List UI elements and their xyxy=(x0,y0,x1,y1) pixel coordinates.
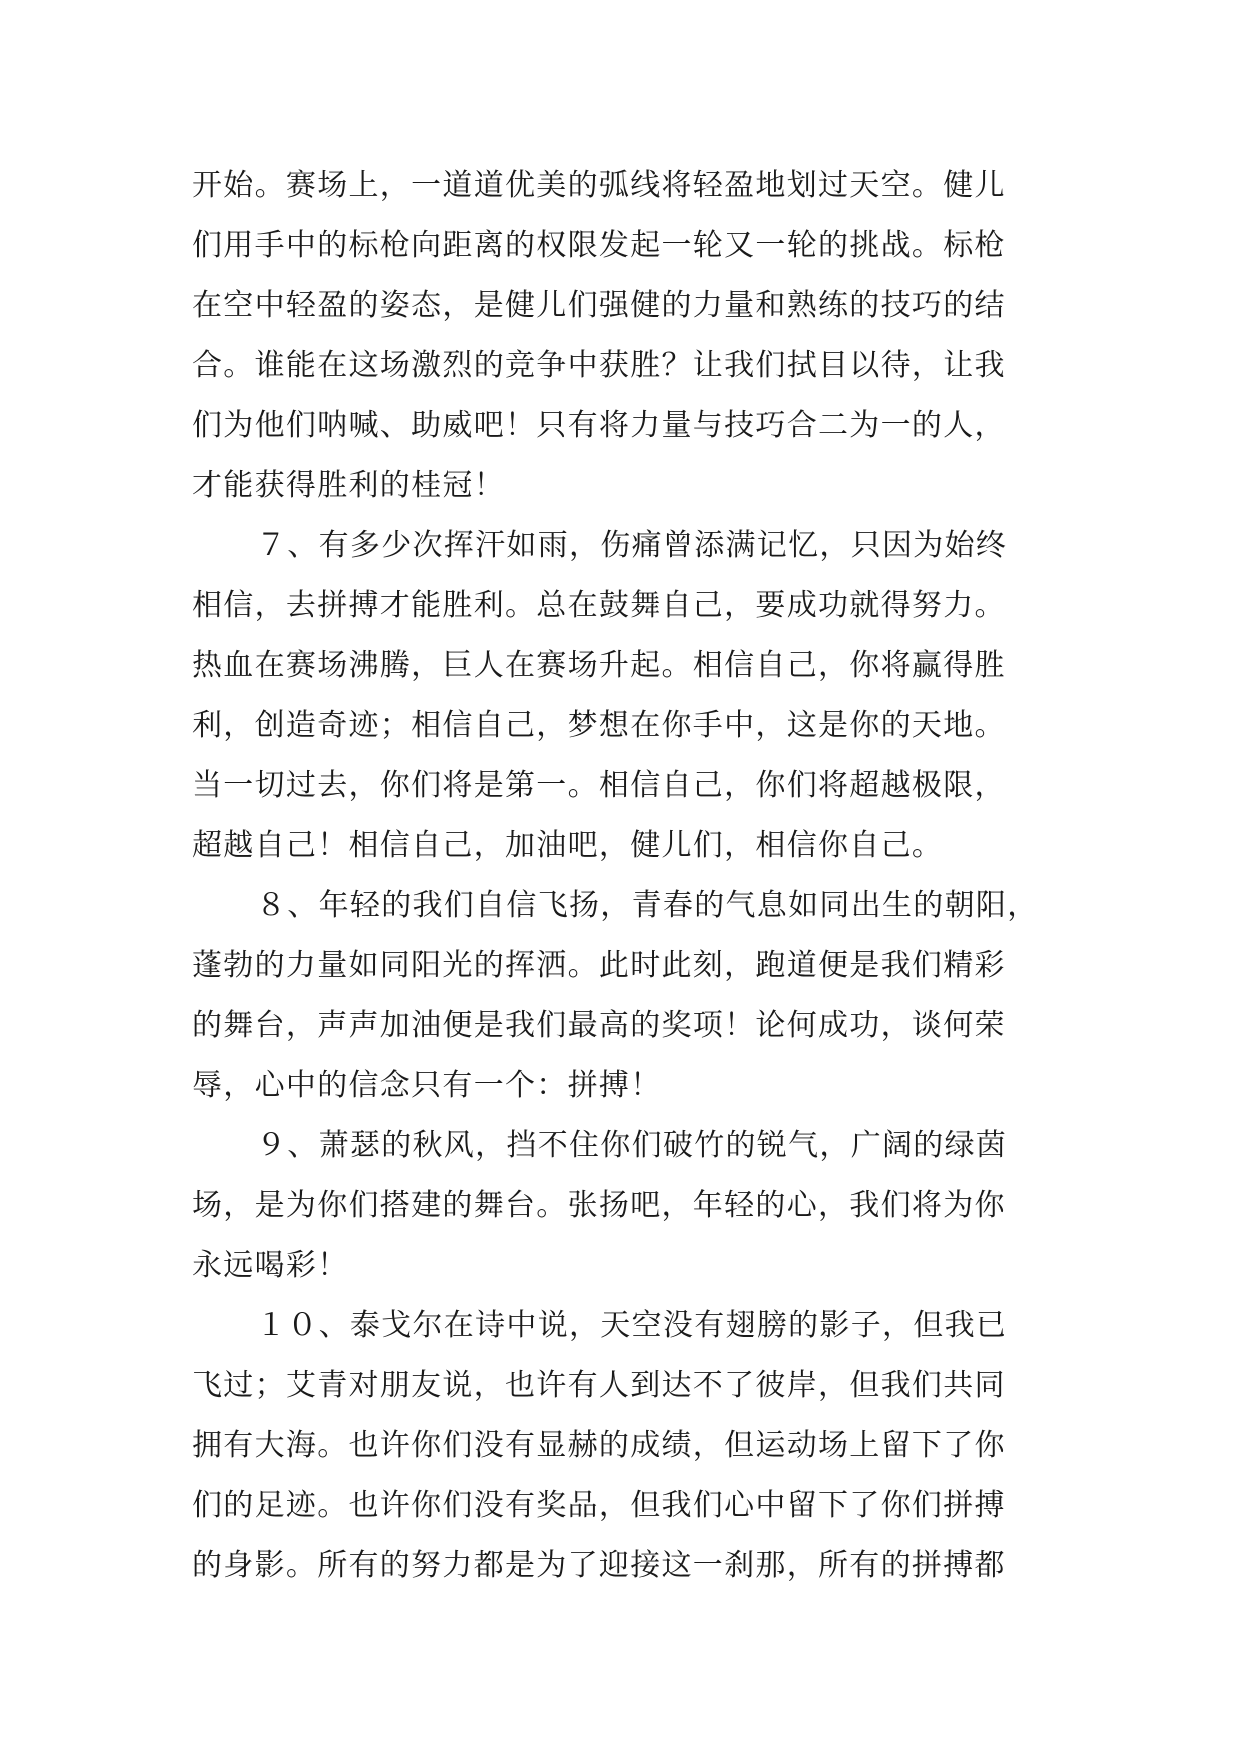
text-line: 永远喝彩！ xyxy=(192,1248,349,1283)
paragraph-7 xyxy=(192,516,1057,876)
paragraph-8 xyxy=(192,876,1057,1116)
text-line: 的舞台，声声加油便是我们最高的奖项！论何成功，谈何荣 xyxy=(192,1008,1006,1043)
text-line: 的身影。所有的努力都是为了迎接这一刹那，所有的拼搏都 xyxy=(192,1548,1006,1583)
paragraph-6-continued xyxy=(192,156,1057,516)
text-line: 相信，去拼搏才能胜利。总在鼓舞自己，要成功就得努力。 xyxy=(192,588,1006,623)
text-line: 场，是为你们搭建的舞台。张扬吧，年轻的心，我们将为你 xyxy=(192,1188,1006,1223)
text-line: 热血在赛场沸腾，巨人在赛场升起。相信自己，你将赢得胜 xyxy=(192,648,1006,683)
text-line: 才能获得胜利的桂冠！ xyxy=(192,468,505,503)
text-line: 拥有大海。也许你们没有显赫的成绩，但运动场上留下了你 xyxy=(192,1428,1006,1463)
text-line: 当一切过去，你们将是第一。相信自己，你们将超越极限， xyxy=(192,768,1006,803)
text-line: １０、泰戈尔在诗中说，天空没有翅膀的影子，但我已 xyxy=(256,1308,1008,1343)
text-line: 们的足迹。也许你们没有奖品，但我们心中留下了你们拼搏 xyxy=(192,1488,1006,1523)
text-line: ８、年轻的我们自信飞扬，青春的气息如同出生的朝阳， xyxy=(256,888,1039,923)
text-line: 合。谁能在这场激烈的竞争中获胜？让我们拭目以待，让我 xyxy=(192,348,1006,383)
text-line: 利，创造奇迹；相信自己，梦想在你手中，这是你的天地。 xyxy=(192,708,1006,743)
paragraph-9 xyxy=(192,1116,1057,1296)
document-body xyxy=(192,156,1057,1596)
paragraph-10 xyxy=(192,1296,1057,1596)
text-line: 们用手中的标枪向距离的权限发起一轮又一轮的挑战。标枪 xyxy=(192,228,1006,263)
text-line: 在空中轻盈的姿态，是健儿们强健的力量和熟练的技巧的结 xyxy=(192,288,1006,323)
text-line: 蓬勃的力量如同阳光的挥洒。此时此刻，跑道便是我们精彩 xyxy=(192,948,1006,983)
text-line: 们为他们呐喊、助威吧！只有将力量与技巧合二为一的人， xyxy=(192,408,1006,443)
text-line: 超越自己！相信自己，加油吧，健儿们，相信你自己。 xyxy=(192,828,944,863)
text-line: 飞过；艾青对朋友说，也许有人到达不了彼岸，但我们共同 xyxy=(192,1368,1006,1403)
text-line: ９、萧瑟的秋风，挡不住你们破竹的锐气，广阔的绿茵 xyxy=(256,1128,1008,1163)
text-line: 辱，心中的信念只有一个：拼搏！ xyxy=(192,1068,662,1103)
text-line: ７、有多少次挥汗如雨，伤痛曾添满记忆，只因为始终 xyxy=(256,528,1008,563)
text-line: 开始。赛场上，一道道优美的弧线将轻盈地划过天空。健儿 xyxy=(192,168,1006,203)
